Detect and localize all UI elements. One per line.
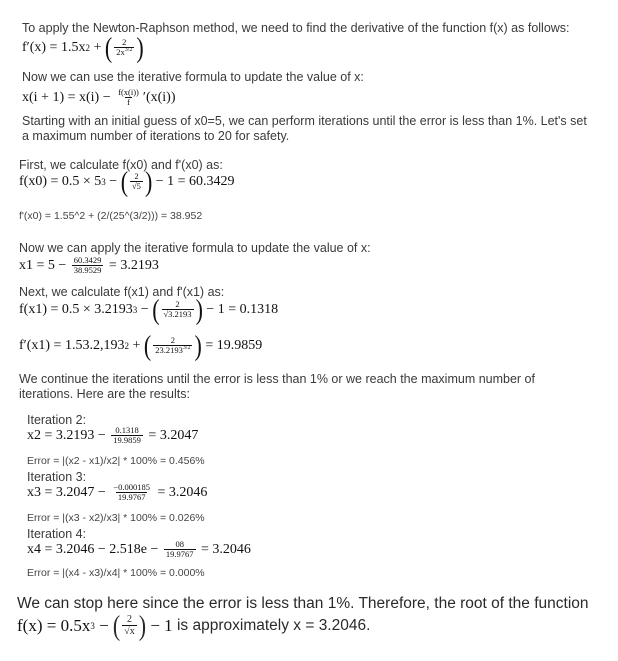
continue-line-1: We continue the iterations until the error is less than 1% or we reach the maximum number of	[19, 372, 535, 386]
fx1-num: 2	[175, 299, 180, 309]
deriv-den-exp: 3/2	[124, 47, 133, 54]
apply-formula-text: Now we can apply the iterative formula to update the value of x:	[19, 241, 371, 255]
fx1-minus: −	[137, 301, 153, 317]
x4-num: 08	[175, 539, 184, 549]
fx0-den: √5	[132, 181, 141, 191]
fpx1-rhs: = 19.9859	[201, 337, 263, 353]
derivative-equation: f′(x) = 1.5x 2 + ( $\frac{2}{2x^{3/2}}$ )	[22, 30, 144, 64]
fx0-lhs: f(x0) = 0.5 × 5	[19, 173, 102, 189]
fpx1-equation: f′(x1) = 1.53.2,193 2 + ( $\frac{2}{23.2193^{3/2}}$ ) = 19.9859	[19, 328, 263, 362]
x2-rhs: = 3.2047	[144, 427, 199, 443]
iter-den: f	[127, 97, 130, 107]
x2-lhs: x2 = 3.2193 −	[27, 427, 110, 443]
x3-equation	[27, 483, 207, 502]
x3-num: −0.000185	[113, 482, 150, 492]
x4-lhs: x4 = 3.2046 − 2.518e −	[27, 541, 162, 557]
x4-den: 19.9767	[165, 549, 194, 559]
iter-lhs: x(i + 1) = x(i) −	[22, 89, 115, 105]
continue-line-2: iterations. Here are the results:	[19, 387, 190, 401]
x2-num: 0.1318	[115, 425, 139, 435]
x3-rhs: = 3.2046	[153, 484, 208, 500]
fx0-rhs: − 1 = 60.3429	[152, 173, 235, 189]
fx1-lhs: f(x1) = 0.5 × 3.2193	[19, 301, 133, 317]
iteration-2-label: Iteration 2:	[27, 413, 87, 427]
fx0-minus: −	[105, 173, 121, 189]
fpx1-den: 23.2193	[155, 345, 183, 355]
fpx1-den-exp: 3/2	[182, 345, 191, 352]
deriv-num: 2	[122, 37, 127, 47]
next-calc-text: Next, we calculate f(x1) and f'(x1) as:	[19, 285, 225, 299]
final-equation: f(x) = 0.5x 3 − ( $\frac{2}{√x}$ ) − 1 is approximately x = 3.2046.	[17, 608, 371, 642]
first-calc-text: First, we calculate f(x0) and f'(x0) as:	[19, 158, 223, 172]
deriv-plus: +	[89, 39, 105, 55]
fx0-equation: f(x0) = 0.5 × 5 3 − ( $\frac{2}{√5}$ ) − 1 = 60.3429	[19, 164, 235, 198]
fpx1-lhs: f′(x1) = 1.53.2,193	[19, 337, 125, 353]
fpx1-plus: +	[128, 337, 144, 353]
final-num: 2	[127, 614, 132, 625]
x1-lhs: x1 = 5 −	[19, 257, 70, 273]
x1-den: 38.9529	[73, 265, 102, 275]
x1-num: 60.3429	[73, 255, 102, 265]
iter-rhs: ′(x(i))	[142, 89, 176, 105]
intro-text: To apply the Newton-Raphson method, we need to find the derivative of the function f(x) as follows:	[22, 21, 570, 35]
x1-equation	[19, 256, 159, 275]
final-tail: is approximately x = 3.2046.	[172, 616, 371, 634]
x2-equation	[27, 426, 198, 445]
x3-lhs: x3 = 3.2047 −	[27, 484, 110, 500]
fpx0-line: f'(x0) = 1.55^2 + (2/(25^(3/2))) = 38.952	[19, 210, 203, 222]
error-3: Error = |(x3 - x2)/x3| * 100% = 0.026%	[27, 512, 205, 524]
fx1-den: √3.2193	[163, 309, 192, 319]
x4-equation	[27, 540, 251, 559]
final-rhs: − 1	[146, 615, 173, 635]
x2-den: 19.9859	[113, 435, 141, 445]
fx0-num: 2	[134, 171, 139, 181]
x3-den: 19.9767	[117, 492, 146, 502]
start-line-1: Starting with an initial guess of x0=5, we can perform iterations until the error is less than 1%. Let's set	[22, 114, 587, 128]
iteration-3-label: Iteration 3:	[27, 470, 87, 484]
fx1-equation: f(x1) = 0.5 × 3.2193 3 − ( $\frac{2}{√3.2193}$ ) − 1 = 0.1318	[19, 292, 279, 326]
iter-intro-text: Now we can use the iterative formula to update the value of x:	[22, 70, 364, 84]
x4-rhs: = 3.2046	[197, 541, 251, 557]
final-lhs: f(x) = 0.5x	[17, 615, 91, 635]
fpx1-num: 2	[170, 335, 175, 345]
deriv-den: 2x	[116, 47, 125, 57]
x1-rhs: = 3.2193	[105, 257, 159, 273]
iter-num: f(x(i))	[118, 87, 139, 97]
error-2: Error = |(x2 - x1)/x2| * 100% = 0.456%	[27, 455, 205, 467]
final-den: √x	[124, 626, 135, 637]
iterative-formula	[22, 88, 176, 107]
error-4: Error = |(x4 - x3)/x4| * 100% = 0.000%	[27, 567, 205, 579]
start-line-2: a maximum number of iterations to 20 for safety.	[22, 129, 290, 143]
final-minus: −	[94, 615, 113, 635]
conclusion-line-1: We can stop here since the error is less than 1%. Therefore, the root of the function	[17, 595, 589, 612]
deriv-lhs: f′(x) = 1.5x	[22, 39, 86, 55]
iteration-4-label: Iteration 4:	[27, 527, 87, 541]
fx1-rhs: − 1 = 0.1318	[202, 301, 279, 317]
